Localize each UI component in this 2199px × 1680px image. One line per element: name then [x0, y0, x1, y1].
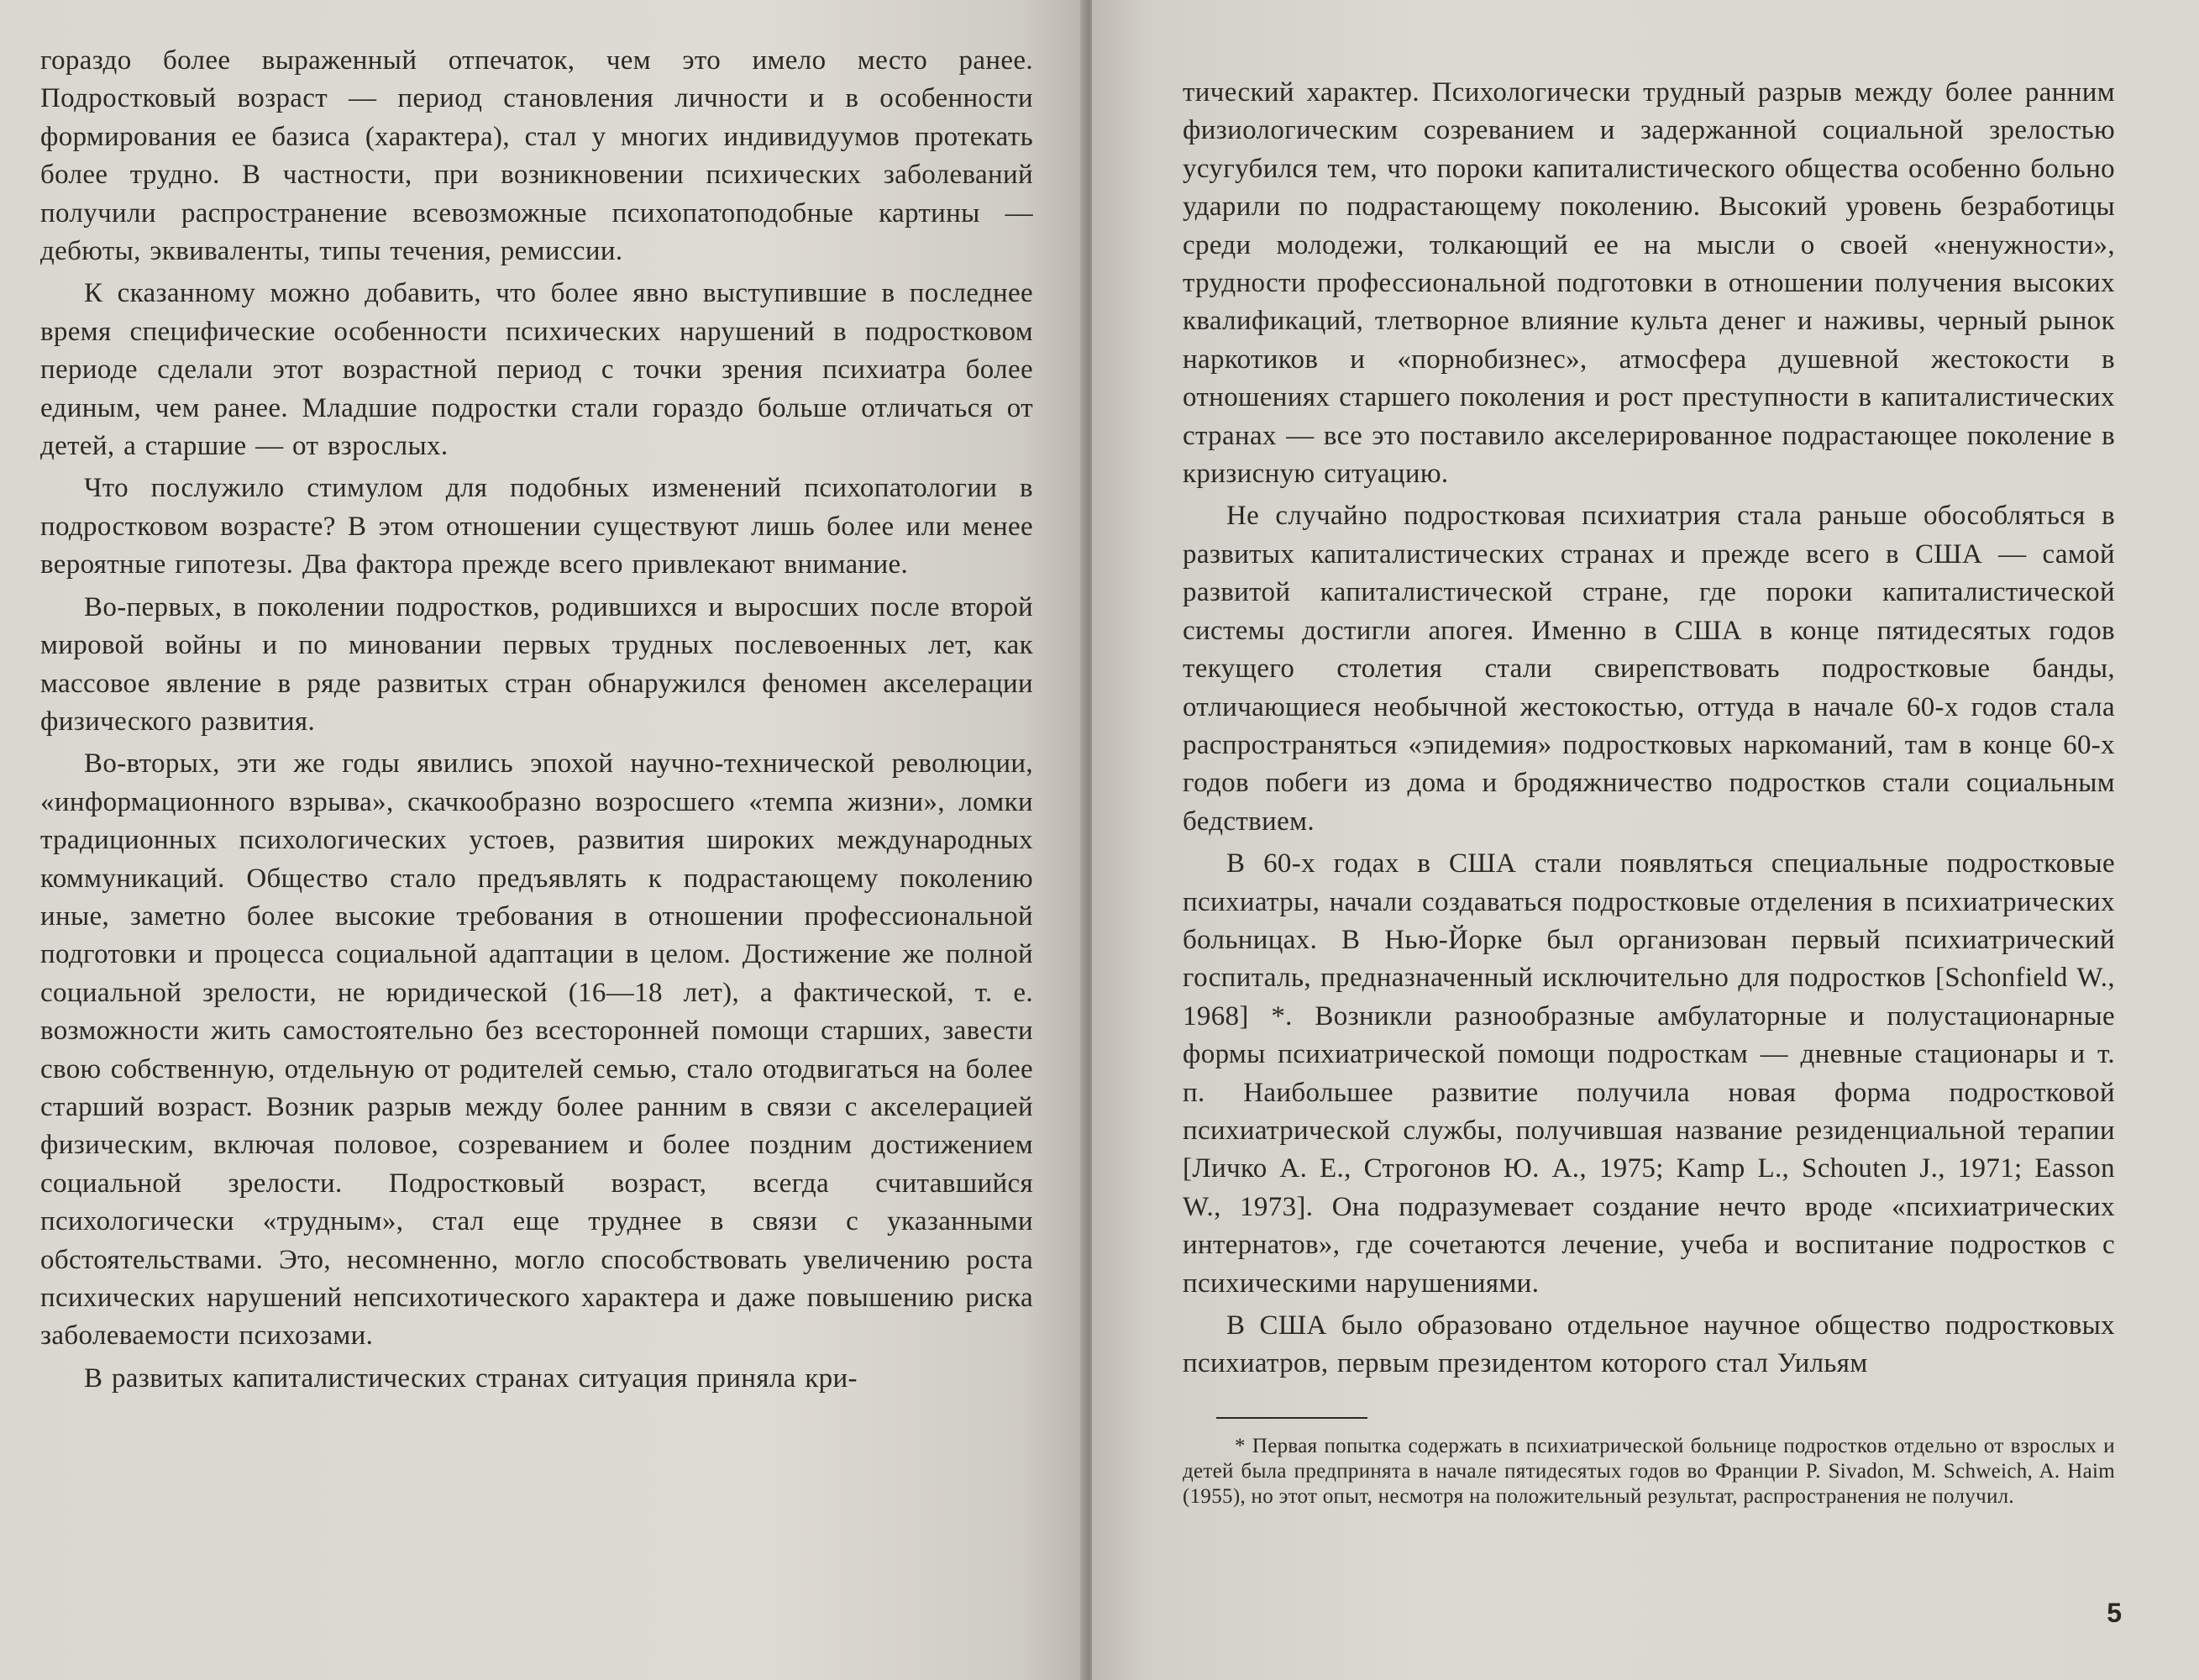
paragraph: Что послужило стимулом для подобных изменений психопатологии в подростковом возрасте? В этом отношении существуют лишь более или менее вероятные гипотезы. Два фактора прежде всего привлекают внимание.: [40, 473, 1033, 580]
paragraph: К сказанному можно добавить, что более явно выступившие в последнее время специфические особенности психических нарушений в подростковом периоде сделали этот возрастной период с точки зрения психиатра более единым, чем ранее. Младшие подростки стали гораздо больше отличаться от детей, а старшие — от взрослых.: [40, 278, 1033, 462]
page-number: 5: [2107, 1598, 2122, 1628]
left-page-text: [40, 42, 1033, 1398]
paragraph: В США было образовано отдельное научное общество подростковых психиатров, первым президентом которого стал Уильям: [1183, 1310, 2115, 1379]
paragraph: Во-первых, в поколении подростков, родившихся и выросших после второй мировой войны и по миновании первых трудных послевоенных лет, как массовое явление в ряде развитых стран обнаружился феномен акселерации физического развития.: [40, 591, 1033, 737]
paragraph: тический характер. Психологически трудный разрыв между более ранним физиологическим созреванием и задержанной социальной зрелостью усугубился тем, что пороки капиталистического общества особенно больно ударили по подрастающему поколению. Высокий уровень безработицы среди молодежи, толкающий ее на мысли о своей «ненужности», трудности профессиональной подготовки в отношении получения высоких квалификаций, тлетворное влияние культа денег и наживы, черный рынок наркотиков и «порнобизнес», атмосфера душевной жестокости в отношениях старшего поколения и рост преступности в капиталистических странах — все это поставило акселерированное подрастающее поколение в кризисную ситуацию.: [1183, 77, 2115, 490]
footnote: * Первая попытка содержать в психиатрической больнице подростков отдельно от взрослых и детей была предпринята в начале пятидесятых годов во Франции P. Sivadon, M. Schweich, A. Haim (1955), но этот опыт, несмотря на положительный результат, распространения не получил.: [1183, 1434, 2115, 1508]
right-page: [1092, 0, 2199, 1680]
paragraph: Во-вторых, эти же годы явились эпохой научно-технической революции, «информационного взрыва», скачкообразно возросшего «темпа жизни», ломки традиционных психологических устоев, развития широких международных коммуникаций. Общество стало предъявлять к подрастающему поколению иные, заметно более высокие требования в отношении профессиональной подготовки и процесса социальной адаптации в целом. Достижение же полной социальной зрелости, не юридической (16—18 лет), а фактической, т. е. возможности жить самостоятельно без всесторонней помощи старших, завести свою собственную, отдельную от родителей семью, стало отодвигаться на более старший возраст. Возник разрыв между более ранним в связи с акселерацией физическим, включая половое, созреванием и более поздним достижением социальной зрелости. Подростковый возраст, всегда считавшийся психологически «трудным», стал еще труднее в связи с указанными обстоятельствами. Это, несомненно, могло способствовать увеличению роста психических нарушений непсихотического характера и даже повышению риска заболеваемости психозами.: [40, 748, 1033, 1352]
paragraph: Не случайно подростковая психиатрия стала раньше обособляться в развитых капиталистических странах и прежде всего в США — самой развитой капиталистической стране, где пороки капиталистической системы достигли апогея. Именно в США в конце пятидесятых годов текущего столетия стали свирепствовать подростковые банды, отличающиеся необычной жестокостью, оттуда в начале 60-х годов стала распространяться «эпидемия» подростковых наркоманий, там в конце 60-х годов побеги из дома и бродяжничество подростков стали социальным бедствием.: [1183, 501, 2115, 837]
paragraph: В 60-х годах в США стали появляться специальные подростковые психиатры, начали создаваться подростковые отделения в психиатрических больницах. В Нью-Йорке был организован первый психиатрический госпиталь, предназначенный исключительно для подростков [Schonfield W., 1968] *. Возникли разнообразные амбулаторные и полустационарные формы психиатрической помощи подросткам — дневные стационары и т. п. Наибольшее развитие получила новая форма подростковой психиатрической службы, получившая название резиденциальной терапии [Личко А. Е., Строгонов Ю. А., 1975; Kamp L., Schouten J., 1971; Easson W., 1973]. Она подразумевает создание нечто вроде «психиатрических интернатов», где сочетаются лечение, учеба и воспитание подростков с психическими нарушениями.: [1183, 848, 2115, 1299]
footnote-divider: [1216, 1417, 1367, 1419]
right-page-text: [1183, 74, 2115, 1383]
paragraph: В развитых капиталистических странах ситуация приняла кри-: [84, 1362, 858, 1394]
left-page: [0, 0, 1085, 1680]
paragraph: гораздо более выраженный отпечаток, чем это имело место ранее. Подростковый возраст — период становления личности и в особенности формирования ее базиса (характера), стал у многих индивидуумов протекать более трудно. В частности, при возникновении психических заболеваний получили распространение всевозможные психопатоподобные картины — дебюты, эквиваленты, типы течения, ремиссии.: [40, 45, 1033, 267]
